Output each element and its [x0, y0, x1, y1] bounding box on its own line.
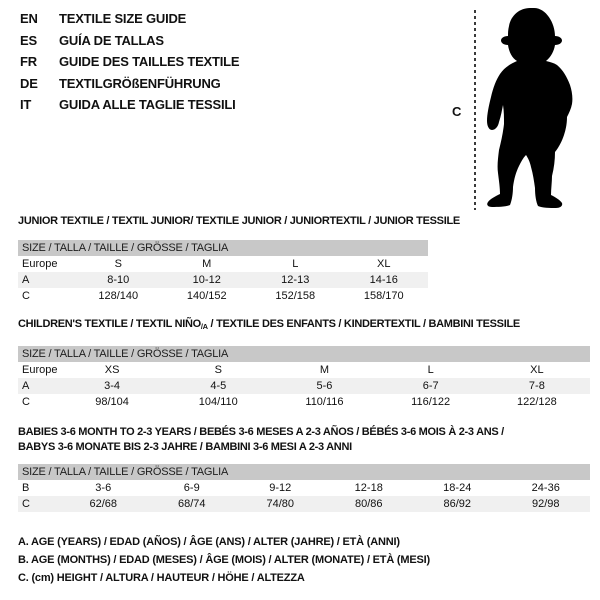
table-cell: 68/74: [177, 498, 206, 510]
children-title-subscript: /A: [200, 322, 208, 331]
lang-title: GUIDE DES TAILLES TEXTILE: [59, 54, 240, 69]
table-cell: 140/152: [186, 290, 227, 302]
size-header-bar: SIZE / TALLA / TAILLE / GRÖSSE / TAGLIA: [18, 464, 590, 480]
table-cell: 12-13: [281, 274, 310, 286]
table-cell: S: [214, 364, 222, 376]
legend-line-b: B. AGE (MONTHS) / EDAD (MESES) / ÂGE (MOIS) / ALTER (MONATE) / ETÀ (MESI): [18, 554, 430, 566]
row-label-cell: A: [22, 380, 30, 392]
lang-code: FR: [20, 54, 37, 69]
height-measure-dashed-line: [474, 10, 476, 210]
table-cell: 14-16: [369, 274, 398, 286]
table-cell: XL: [377, 258, 391, 270]
lang-row-it: [20, 94, 239, 116]
babies-title-line2: BABYS 3-6 MONATE BIS 2-3 JAHRE / BAMBINI 3-6 MESI A 2-3 ANNI: [18, 441, 352, 453]
children-size-table-grid: [18, 362, 590, 410]
table-cell: 12-18: [354, 482, 383, 494]
measure-legend: [18, 533, 430, 587]
table-cell: 104/110: [198, 396, 238, 408]
table-cell: 98/104: [95, 396, 129, 408]
table-cell: L: [292, 258, 299, 270]
children-size-table: [18, 346, 590, 410]
children-title-before: CHILDREN'S TEXTILE / TEXTIL NIÑO: [18, 318, 201, 330]
table-cell: 80/86: [354, 498, 383, 510]
table-cell: 8-10: [107, 274, 130, 286]
table-row: [18, 394, 590, 410]
junior-size-table: [18, 240, 428, 304]
language-title-list: [20, 8, 239, 116]
babies-size-table-grid: [18, 480, 590, 512]
table-cell: 6-9: [183, 482, 200, 494]
measure-label-c: C: [452, 104, 462, 119]
table-row: [18, 362, 590, 378]
lang-title: GUÍA DE TALLAS: [59, 32, 164, 48]
table-row: [18, 496, 590, 512]
row-label-cell: Europe: [22, 364, 58, 376]
table-cell: 9-12: [269, 482, 292, 494]
children-title-after: / TEXTILE DES ENFANTS / KINDERTEXTIL / BAMBINI TESSILE: [207, 318, 520, 330]
table-row: [18, 480, 590, 496]
table-row: [18, 288, 428, 304]
row-label-cell: C: [22, 290, 30, 302]
table-cell: 128/140: [98, 290, 139, 302]
row-label-cell: C: [22, 498, 30, 510]
lang-row-en: [20, 8, 239, 30]
lang-title: TEXTILGRÖßENFÜHRUNG: [59, 75, 221, 91]
babies-size-table: [18, 464, 590, 512]
table-cell: 5-6: [316, 380, 333, 392]
babies-title-line1: BABIES 3-6 MONTH TO 2-3 YEARS / BEBÉS 3-6 MESES A 2-3 AÑOS / BÉBÉS 3-6 MOIS À 2-3 ANS /: [18, 426, 504, 438]
table-cell: 152/158: [275, 290, 316, 302]
children-table-title: [18, 318, 520, 331]
lang-code: EN: [20, 11, 38, 26]
lang-title: GUIDA ALLE TAGLIE TESSILI: [59, 97, 236, 112]
table-cell: S: [114, 258, 122, 270]
table-row: [18, 378, 590, 394]
table-cell: 116/122: [411, 396, 451, 408]
table-cell: 110/116: [305, 396, 344, 408]
table-cell: XS: [104, 364, 120, 376]
row-label-cell: B: [22, 482, 30, 494]
lang-row-fr: [20, 51, 239, 73]
lang-code: DE: [20, 75, 38, 91]
row-label-cell: Europe: [22, 258, 58, 270]
legend-line-a: A. AGE (YEARS) / EDAD (AÑOS) / ÂGE (ANS) / ALTER (JAHRE) / ETÀ (ANNI): [18, 536, 400, 548]
table-cell: 18-24: [443, 482, 472, 494]
table-row: [18, 272, 428, 288]
lang-row-es: [20, 30, 239, 52]
baby-silhouette-icon: [478, 6, 592, 210]
size-header-bar: SIZE / TALLA / TAILLE / GRÖSSE / TAGLIA: [18, 240, 428, 256]
lang-title: TEXTILE SIZE GUIDE: [59, 11, 187, 26]
table-cell: M: [202, 258, 212, 270]
table-cell: 7-8: [528, 380, 545, 392]
lang-code: IT: [20, 97, 32, 112]
table-cell: 86/92: [443, 498, 472, 510]
table-cell: 3-4: [104, 380, 121, 392]
table-cell: 10-12: [192, 274, 221, 286]
lang-row-de: [20, 73, 239, 95]
table-cell: 3-6: [95, 482, 112, 494]
table-cell: 122/128: [516, 396, 557, 408]
row-label-cell: A: [22, 274, 30, 286]
row-label-cell: C: [22, 396, 30, 408]
table-cell: 92/98: [531, 498, 560, 510]
table-cell: L: [427, 364, 434, 376]
table-cell: M: [319, 364, 330, 376]
junior-size-table-grid: [18, 256, 428, 304]
lang-code: ES: [20, 32, 37, 48]
table-cell: 158/170: [363, 290, 404, 302]
table-cell: 4-5: [210, 380, 227, 392]
size-header-bar: SIZE / TALLA / TAILLE / GRÖSSE / TAGLIA: [18, 346, 590, 362]
legend-line-c: C. (cm) HEIGHT / ALTURA / HAUTEUR / HÖHE / ALTEZZA: [18, 572, 305, 584]
table-cell: XL: [530, 364, 544, 376]
table-cell: 24-36: [531, 482, 560, 494]
table-cell: 6-7: [422, 380, 439, 392]
babies-table-title: [18, 425, 504, 455]
junior-table-title: JUNIOR TEXTILE / TEXTIL JUNIOR/ TEXTILE JUNIOR / JUNIORTEXTIL / JUNIOR TESSILE: [18, 215, 460, 227]
table-cell: 62/68: [89, 498, 118, 510]
table-row: [18, 256, 428, 272]
table-cell: 74/80: [266, 498, 295, 510]
